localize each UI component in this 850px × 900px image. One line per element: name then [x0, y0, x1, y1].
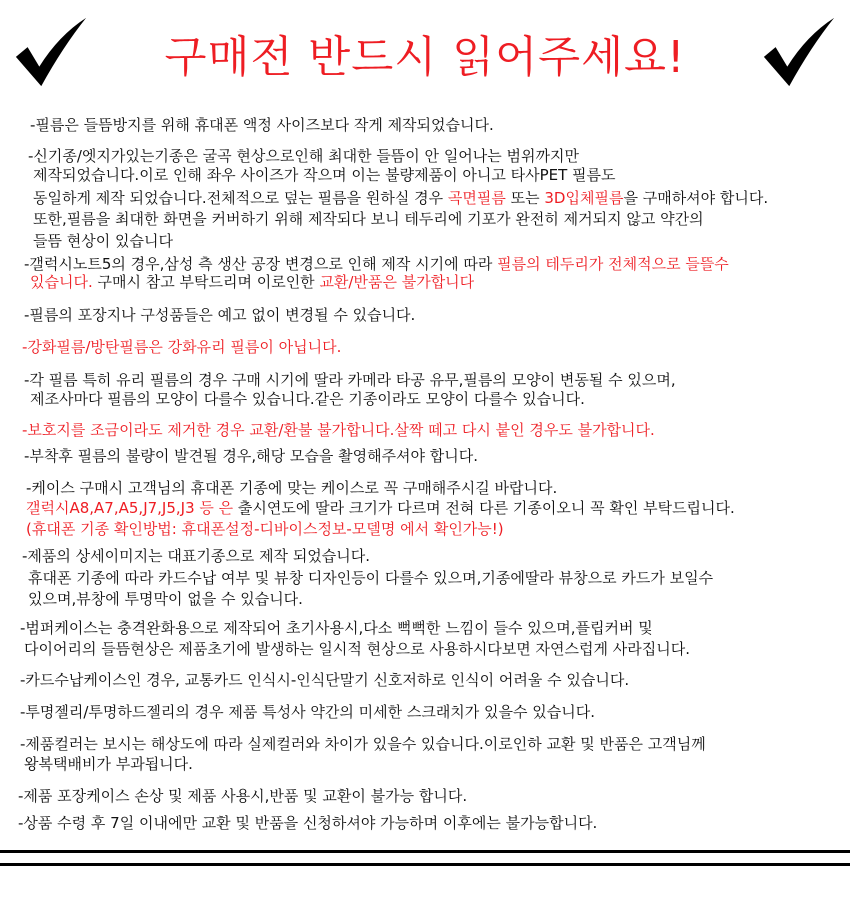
notice-bumper-case-2: 다이어리의 들뜸현상은 제품초기에 발생하는 일시적 현상으로 사용하시다보면 자연스럽게 사라집니다. [24, 640, 690, 658]
page-title: 구매전 반드시 읽어주세요! [164, 33, 686, 83]
notice-edge-models-4: 또한,필름을 최대한 화면을 커버하기 위해 제작되다 보니 테두리에 기포가 완전히 제거되지 않고 약간의 [33, 210, 704, 228]
notice-card-case: -카드수납케이스인 경우, 교통카드 인식시-인식단말기 신호저하로 인식이 어려울 수 있습니다. [20, 671, 630, 689]
notice-film-size: -필름은 들뜸방지를 위해 휴대폰 액정 사이즈보다 작게 제작되었습니다. [30, 116, 494, 134]
notice-note5-2: 있습니다. 구매시 참고 부탁드리며 이로인한 교환/반품은 불가합니다 [30, 273, 475, 291]
notice-color: -제품컬러는 보시는 해상도에 따라 실제컬러와 차이가 있을수 있습니다.이로인하 교환 및 반품은 고객님께 [20, 735, 706, 753]
notice-clear-jelly: -투명젤리/투명하드젤리의 경우 제품 특성사 약간의 미세한 스크래치가 있을수 있습니다. [20, 703, 596, 721]
3d-film-label: 3D입체필름 [544, 189, 624, 207]
notice-glass-film-2: 제조사마다 필름의 모양이 다를수 있습니다.같은 기종이라도 모양이 다를수 있습니다. [30, 390, 585, 408]
notice-detail-image-3: 있으며,뷰창에 투명막이 없을 수 있습니다. [28, 590, 303, 608]
notice-packaging: -필름의 포장지나 구성품들은 예고 없이 변경될 수 있습니다. [24, 306, 416, 324]
notice-bumper-case: -범퍼케이스는 충격완화용으로 제작되어 초기사용시,다소 뻑뻑한 느낌이 들수 있으며,플립커버 및 [20, 619, 653, 637]
notice-defect-photo: -부착후 필름의 불량이 발견될 경우,해당 모습을 촬영해주셔야 합니다. [24, 447, 479, 465]
notice-return-period: -상품 수령 후 7일 이내에만 교환 및 반품을 신청하셔야 가능하며 이후에는 불가능합니다. [18, 814, 598, 832]
notice-glass-film: -각 필름 특히 유리 필름의 경우 구매 시기에 딸라 카메라 타공 유무,필름의 모양이 변동될 수 있으며, [24, 371, 676, 389]
notice-detail-image-2: 휴대폰 기종에 따라 카드수납 여부 및 뷰창 디자인등이 다를수 있으며,기종에딸라 뷰창으로 카드가 보일수 [28, 569, 714, 587]
notice-package-damage: -제품 포장케이스 손상 및 제품 사용시,반품 및 교환이 불가능 합니다. [18, 787, 468, 805]
notice-protector-removed: -보호지를 조금이라도 제거한 경우 교환/환불 불가합니다.살짝 떼고 다시 붙인 경우도 불가합니다. [22, 421, 655, 439]
notice-edge-models-3: 동일하게 제작 되었습니다.전체적으로 덮는 필름을 원하실 경우 곡면필름 또는 3D입체필름을 구매하셔야 합니다. [33, 189, 769, 207]
notice-note5: -갤럭시노트5의 경우,삼성 측 생산 공장 변경으로 인해 제작 시기에 따라 필름의 테두리가 전체적으로 들뜰수 [24, 255, 729, 273]
divider [0, 863, 850, 866]
divider [0, 850, 850, 853]
notice-edge-models-5: 들뜸 현상이 있습니다 [33, 232, 173, 250]
notice-color-2: 왕복택배비가 부과됩니다. [24, 755, 193, 773]
notice-model-check: (휴대폰 기종 확인방법: 휴대폰설정-디바이스정보-모델명 에서 확인가능!) [26, 520, 504, 538]
notice-case-purchase: -케이스 구매시 고객님의 휴대폰 기종에 맞는 케이스로 꼭 구매해주시길 바랍니다. [26, 479, 558, 497]
notice-edge-models-2: 제작되었습니다.이로 인해 좌우 사이즈가 작으며 이는 불량제품이 아니고 타사PET 필름도 [33, 166, 616, 184]
notice-tempered-film: -강화필름/방탄필름은 강화유리 필름이 아닙니다. [22, 338, 342, 356]
notice-case-purchase-2: 갤럭시A8,A7,A5,J7,J5,J3 등 은 출시연도에 딸라 크기가 다르며 전혀 다른 기종이오니 꼭 확인 부탁드립니다. [26, 499, 735, 517]
notice-edge-models: -신기종/엣지가있는기종은 굴곡 현상으로인해 최대한 들뜸이 안 일어나는 범위까지만 [28, 147, 579, 165]
curved-film-label: 곡면필름 [447, 189, 506, 207]
notice-detail-image: -제품의 상세이미지는 대표기종으로 제작 되었습니다. [22, 547, 371, 565]
